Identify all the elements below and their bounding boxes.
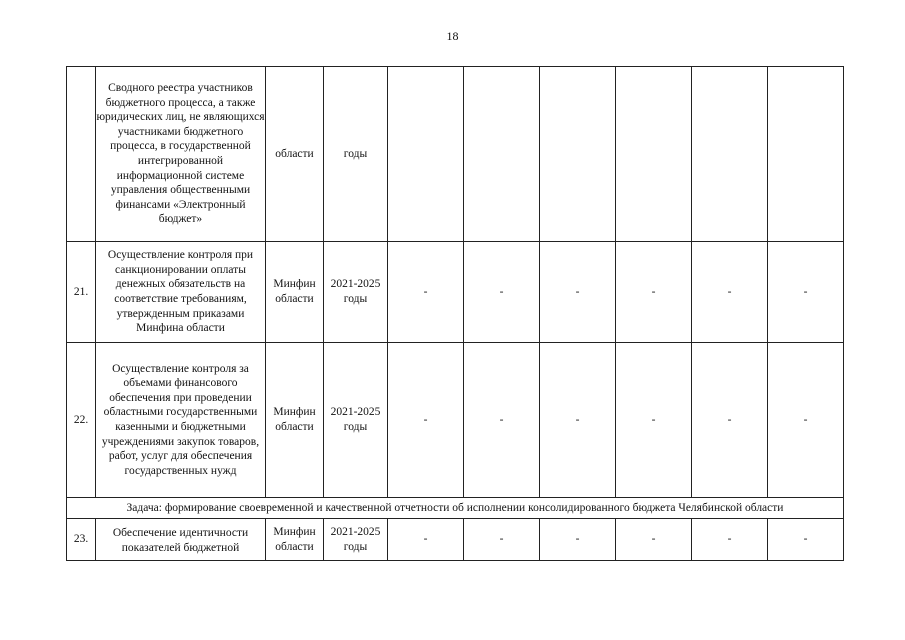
value-cell: -	[388, 242, 464, 343]
activities-table	[66, 66, 844, 561]
table-row	[67, 343, 844, 498]
period-cell: 2021-2025 годы	[324, 519, 388, 561]
value-cell: -	[540, 242, 616, 343]
value-cell: -	[540, 519, 616, 561]
row-number: 23.	[67, 519, 96, 561]
page-number: 18	[446, 29, 459, 43]
value-cell	[540, 67, 616, 242]
value-cell	[388, 67, 464, 242]
table-row	[67, 242, 844, 343]
executor-cell: Минфин области	[266, 343, 324, 498]
value-cell: -	[616, 519, 692, 561]
value-cell: -	[616, 343, 692, 498]
row-number: 22.	[67, 343, 96, 498]
table-row	[67, 519, 844, 561]
value-cell: -	[692, 343, 768, 498]
table-row	[67, 67, 844, 242]
value-cell: -	[388, 343, 464, 498]
value-cell: -	[768, 343, 844, 498]
value-cell	[692, 67, 768, 242]
value-cell	[768, 67, 844, 242]
row-number: 21.	[67, 242, 96, 343]
value-cell: -	[768, 519, 844, 561]
activity-description: Сводного реестра участников бюджетного процесса, а также юридических лиц, не являющихся участниками бюджетного процесса, в государственной интегрированной информационной системе управления общественными финансами «Электронный бюджет»	[96, 67, 266, 242]
executor-cell: области	[266, 67, 324, 242]
value-cell: -	[616, 242, 692, 343]
value-cell: -	[692, 242, 768, 343]
row-number	[67, 67, 96, 242]
value-cell: -	[768, 242, 844, 343]
value-cell: -	[692, 519, 768, 561]
activity-description: Осуществление контроля за объемами финансового обеспечения при проведении областными государственными казенными и бюджетными учреждениями закупок товаров, работ, услуг для обеспечения государственных нужд	[96, 343, 266, 498]
value-cell: -	[540, 343, 616, 498]
period-cell: 2021-2025 годы	[324, 343, 388, 498]
task-heading: Задача: формирование своевременной и качественной отчетности об исполнении консолидированного бюджета Челябинской области	[67, 498, 844, 519]
task-row	[67, 498, 844, 519]
value-cell: -	[464, 519, 540, 561]
period-cell: годы	[324, 67, 388, 242]
value-cell	[464, 67, 540, 242]
activity-description: Осуществление контроля при санкционировании оплаты денежных обязательств на соответствие требованиям, утвержденным приказами Минфина области	[96, 242, 266, 343]
activity-description: Обеспечение идентичности показателей бюджетной	[96, 519, 266, 561]
value-cell: -	[388, 519, 464, 561]
executor-cell: Минфин области	[266, 242, 324, 343]
value-cell: -	[464, 343, 540, 498]
value-cell: -	[464, 242, 540, 343]
value-cell	[616, 67, 692, 242]
executor-cell: Минфин области	[266, 519, 324, 561]
period-cell: 2021-2025 годы	[324, 242, 388, 343]
